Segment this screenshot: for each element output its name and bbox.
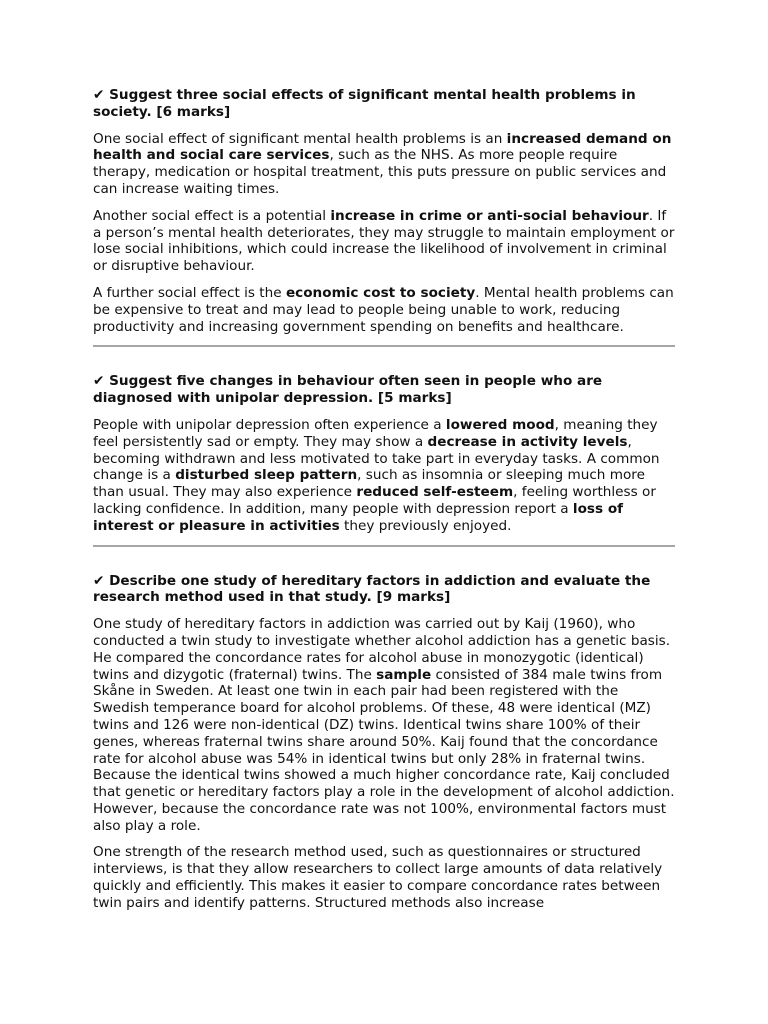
emphasis-text: reduced self-esteem: [356, 484, 514, 501]
answer-paragraph: People with unipolar depression often experience a lowered mood, meaning they feel persistently sad or empty. They may show a decrease in activity levels, becoming withdrawn and less motivated to take part in everyday tasks. A common change is a disturbed sleep pattern, such as insomnia or sleeping much more than usual. They may also experience reduced self-esteem, feeling worthless or lacking confidence. In addition, many people with depression report a loss of interest or pleasure in activities they previously enjoyed.: [93, 416, 660, 534]
answer-paragraph: A further social effect is the economic cost to society. Mental health problems can be expensive to treat and may lead to people being unable to work, reducing productivity and increasing government spending on benefits and healthcare.: [93, 284, 674, 335]
emphasis-text: loss of interest or pleasure in activities: [93, 500, 624, 534]
answer-paragraph: One study of hereditary factors in addiction was carried out by Kaij (1960), who conducted a twin study to investigate whether alcohol addiction has a genetic basis. He compared the concordance rates for alcohol abuse in monozygotic (identical) twins and dizygotic (fraternal) twins. The sample consisted of 384 male twins from Skåne in Sweden. At least one twin in each pair had been registered with the Swedish temperance board for alcohol problems. Of these, 48 were identical (MZ) twins and 126 were non-identical (DZ) twins. Identical twins share 100% of their genes, whereas fraternal twins share around 50%. Kaij found that the concordance rate for alcohol abuse was 54% in identical twins but only 28% in fraternal twins. Because the identical twins showed a much higher concordance rate, Kaij concluded that genetic or hereditary factors play a role in the development of alcohol addiction. However, because the concordance rate was not 100%, environmental factors must also play a role.: [93, 616, 675, 834]
answer-paragraph: One social effect of significant mental health problems is an increased demand on health and social care services, such as the NHS. As more people require therapy, medication or hospital treatment, this puts pressure on public services and can increase waiting times.: [93, 130, 672, 197]
question-section-2: [93, 373, 675, 534]
emphasis-text: increased demand on health and social care services: [93, 130, 672, 164]
document-page: [93, 87, 675, 922]
answer-paragraph: One strength of the research method used, such as questionnaires or structured interviews, is that they allow researchers to collect large amounts of data relatively quickly and efficiently. This makes it easier to compare concordance rates between twin pairs and identify patterns. Structured methods also increase: [93, 844, 663, 911]
section-divider: [93, 345, 675, 347]
emphasis-text: economic cost to society: [285, 284, 476, 301]
emphasis-text: increase in crime or anti-social behaviour: [330, 207, 649, 224]
answer-paragraph: Another social effect is a potential increase in crime or anti-social behaviour. If a person’s mental health deteriorates, they may struggle to maintain employment or lose social inhibitions, which could increase the likelihood of involvement in criminal or disruptive behaviour.: [93, 207, 675, 275]
question-title: ✔ Suggest five changes in behaviour often seen in people who are diagnosed with unipolar depression. [5 marks]: [93, 373, 603, 407]
section-divider: [93, 545, 675, 547]
question-section-1: [93, 87, 675, 335]
emphasis-text: sample: [376, 666, 432, 683]
question-title: ✔ Describe one study of hereditary factors in addiction and evaluate the research method used in that study. [9 marks]: [93, 572, 651, 606]
emphasis-text: lowered mood: [445, 416, 555, 433]
emphasis-text: decrease in activity levels: [427, 433, 628, 450]
question-section-3: [93, 573, 675, 912]
emphasis-text: disturbed sleep pattern: [175, 467, 358, 484]
question-title: ✔ Suggest three social effects of significant mental health problems in society. [6 marks]: [93, 87, 636, 120]
